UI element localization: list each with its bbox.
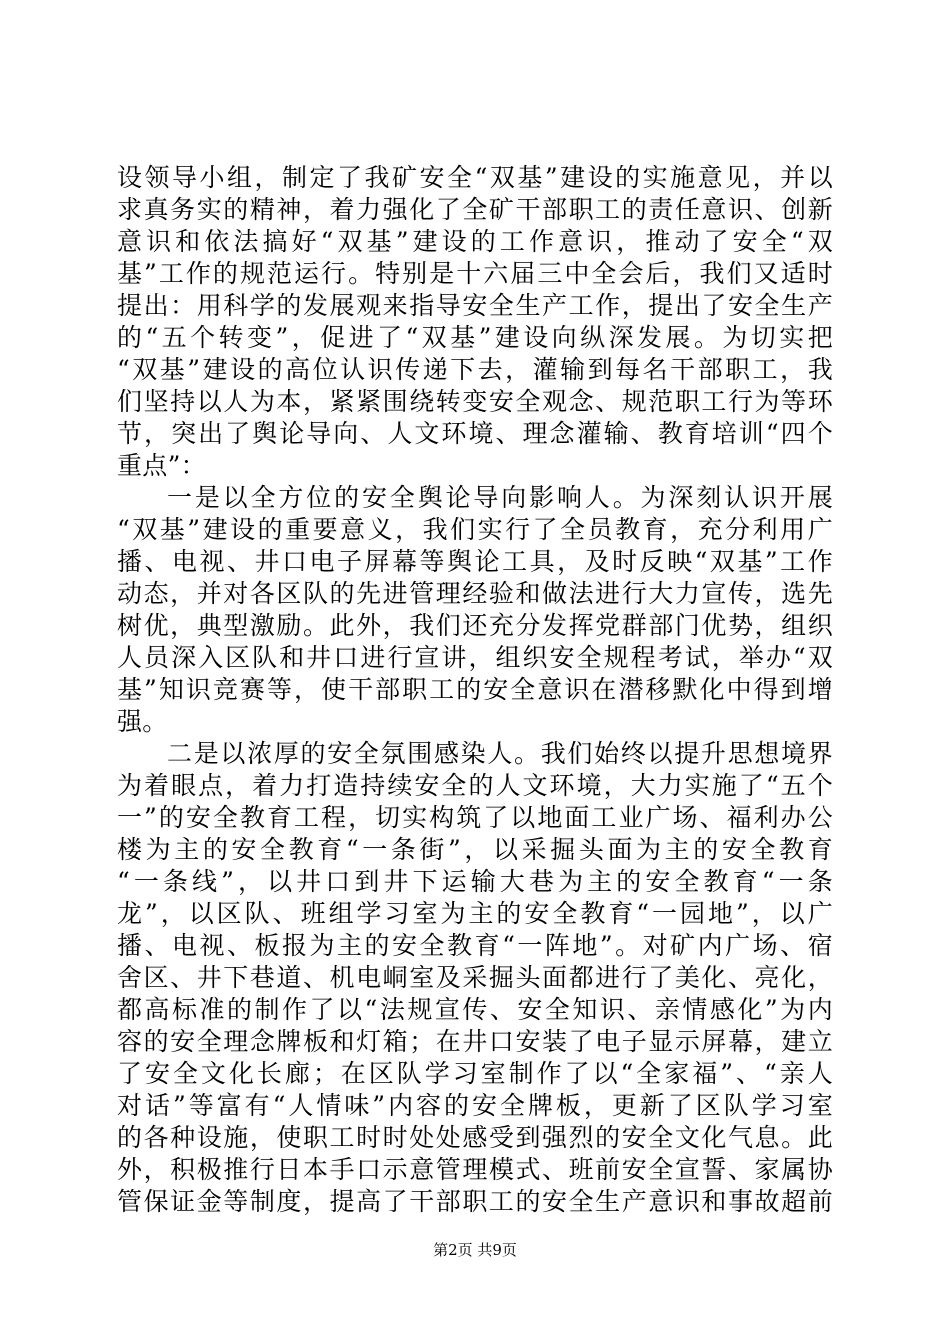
text-line: 意识和依法搞好“双基”建设的工作意识，推动了安全“双 xyxy=(117,227,833,256)
text-line: 重点”： xyxy=(117,451,206,480)
text-line: 为着眼点，着力打造持续安全的人文环境，大力实施了“五个 xyxy=(117,771,833,800)
text-line: 们坚持以人为本，紧紧围绕转变安全观念、规范职工行为等环 xyxy=(117,387,833,416)
text-line: 一”的安全教育工程，切实构筑了以地面工业广场、福利办公 xyxy=(117,803,833,832)
text-line: 基”知识竞赛等，使干部职工的安全意识在潜移默化中得到增 xyxy=(117,675,833,704)
text-line: 舍区、井下巷道、机电峒室及采掘头面都进行了美化、亮化， xyxy=(117,963,833,992)
text-line: 外，积极推行日本手口示意管理模式、班前安全宣誓、家属协 xyxy=(117,1155,833,1184)
text-line: 基”工作的规范运行。特别是十六届三中全会后，我们又适时 xyxy=(117,259,833,288)
text-line: 人员深入区队和井口进行宣讲，组织安全规程考试，举办“双 xyxy=(117,643,833,672)
text-line: 提出：用科学的发展观来指导安全生产工作，提出了安全生产 xyxy=(117,291,833,320)
text-line: 的各种设施，使职工时时处处感受到强烈的安全文化气息。此 xyxy=(117,1123,833,1152)
text-line: 的“五个转变”，促进了“双基”建设向纵深发展。为切实把 xyxy=(117,323,833,352)
page-number-footer: 第2页 共9页 xyxy=(433,1241,517,1259)
text-line: 对话”等富有“人情味”内容的安全牌板，更新了区队学习室 xyxy=(117,1091,833,1120)
text-line: 容的安全理念牌板和灯箱；在井口安装了电子显示屏幕，建立 xyxy=(117,1027,833,1056)
paragraph-first-line: 一是以全方位的安全舆论导向影响人。为深刻认识开展 xyxy=(167,483,833,512)
text-line: 播、电视、井口电子屏幕等舆论工具，及时反映“双基”工作 xyxy=(117,547,833,576)
text-line: 楼为主的安全教育“一条街”，以采掘头面为主的安全教育 xyxy=(117,835,833,864)
text-line: 求真务实的精神，着力强化了全矿干部职工的责任意识、创新 xyxy=(117,195,833,224)
text-line: 了安全文化长廊；在区队学习室制作了以“全家福”、“亲人 xyxy=(117,1059,833,1088)
text-line: “双基”建设的高位认识传递下去，灌输到每名干部职工，我 xyxy=(117,355,833,384)
text-line: 节，突出了舆论导向、人文环境、理念灌输、教育培训“四个 xyxy=(117,419,833,448)
paragraph-first-line: 二是以浓厚的安全氛围感染人。我们始终以提升思想境界 xyxy=(167,739,833,768)
text-line: “一条线”，以井口到井下运输大巷为主的安全教育“一条 xyxy=(117,867,833,896)
text-line: 树优，典型激励。此外，我们还充分发挥党群部门优势，组织 xyxy=(117,611,833,640)
text-line: 都高标准的制作了以“法规宣传、安全知识、亲情感化”为内 xyxy=(117,995,833,1024)
text-line: 龙”，以区队、班组学习室为主的安全教育“一园地”，以广 xyxy=(117,899,833,928)
text-line: 设领导小组，制定了我矿安全“双基”建设的实施意见，并以 xyxy=(117,163,833,192)
text-line: “双基”建设的重要意义，我们实行了全员教育，充分利用广 xyxy=(117,515,833,544)
text-line: 强。 xyxy=(117,707,168,736)
text-line: 管保证金等制度，提高了干部职工的安全生产意识和事故超前 xyxy=(117,1187,833,1216)
text-line: 播、电视、板报为主的安全教育“一阵地”。对矿内广场、宿 xyxy=(117,931,833,960)
document-body xyxy=(117,162,833,1218)
text-line: 动态，并对各区队的先进管理经验和做法进行大力宣传，选先 xyxy=(117,579,833,608)
